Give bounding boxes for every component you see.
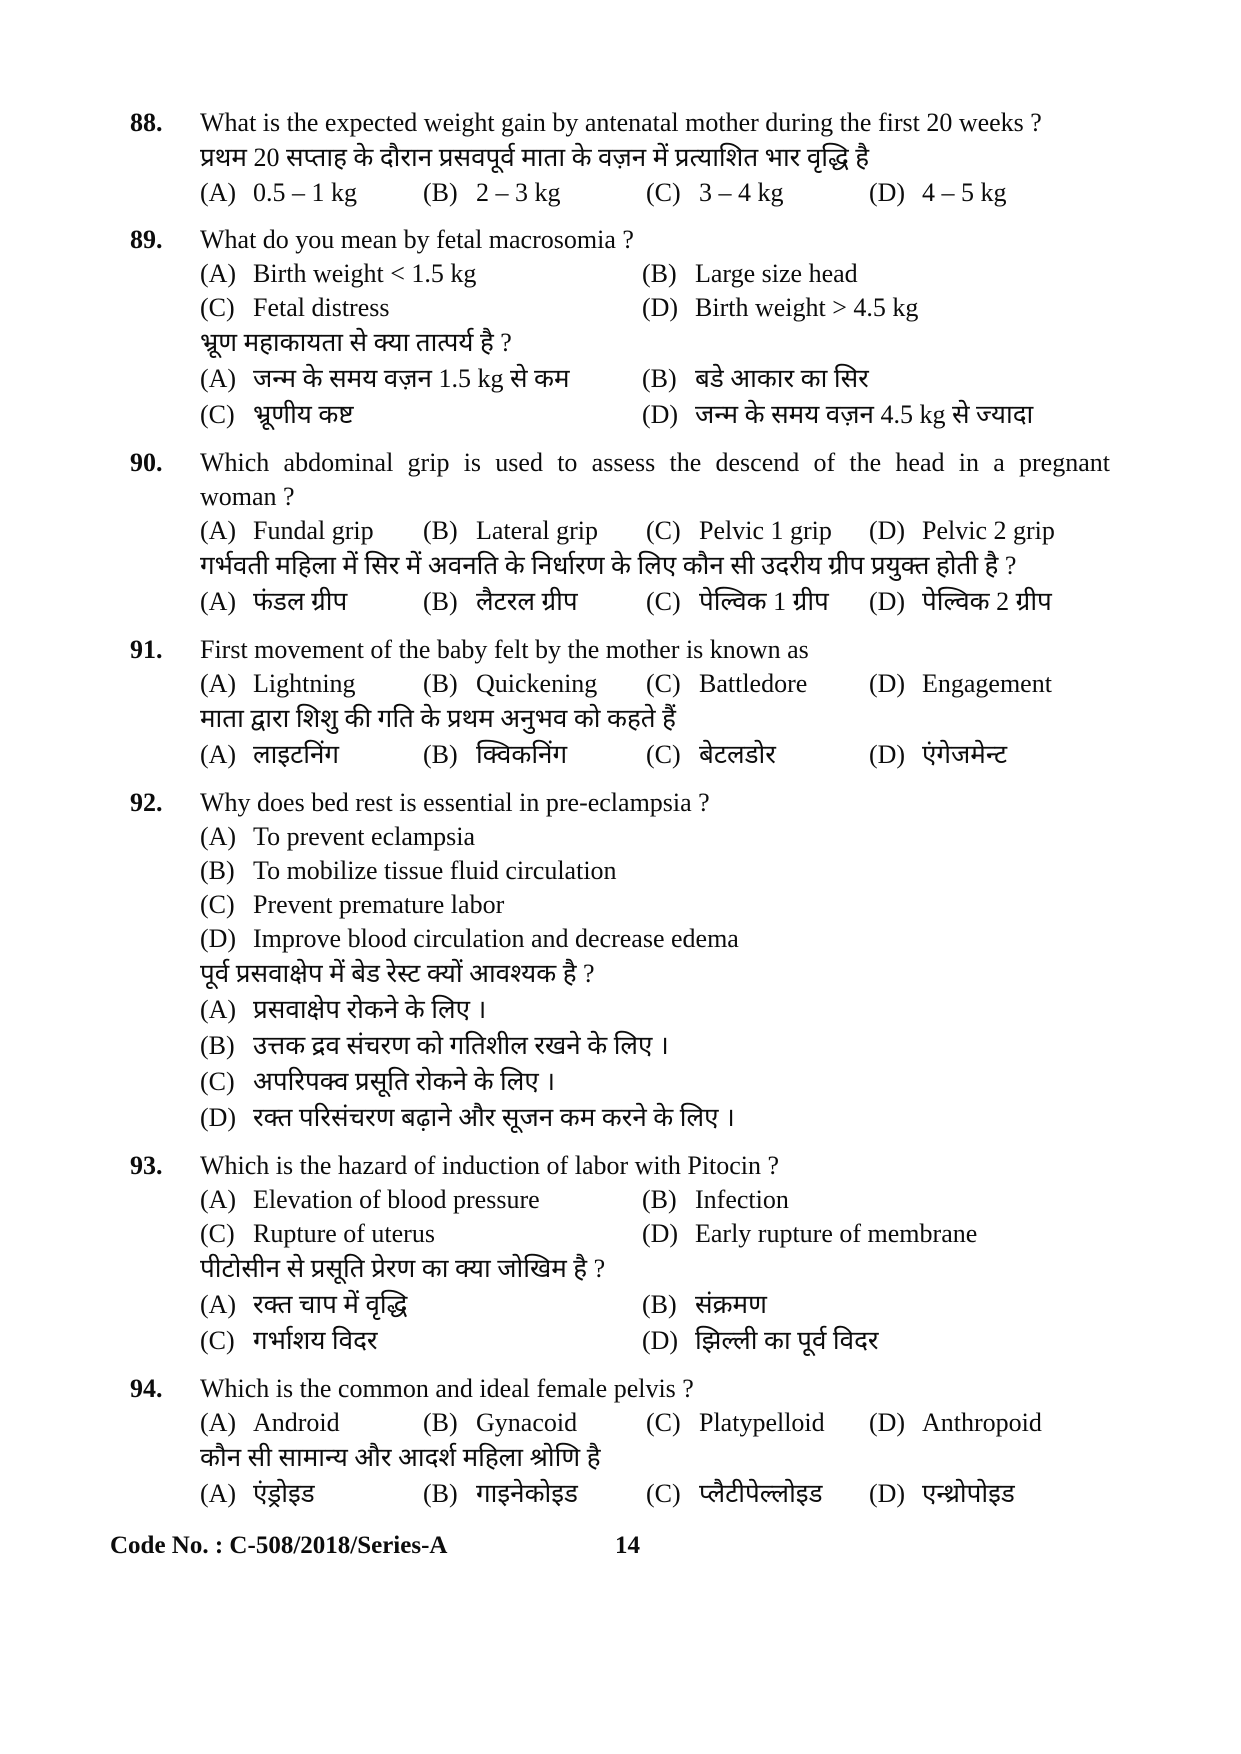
option-label: (D) bbox=[869, 516, 906, 545]
option bbox=[642, 361, 1110, 397]
option-label: (B) bbox=[423, 1479, 458, 1508]
option bbox=[869, 737, 1110, 773]
option-label: (B) bbox=[423, 178, 458, 207]
option bbox=[200, 1028, 1110, 1064]
option bbox=[642, 1287, 1110, 1323]
options-row bbox=[200, 257, 1110, 291]
option-text: जन्म के समय वज़न 4.5 kg से ज्यादा bbox=[695, 400, 1034, 429]
option bbox=[869, 667, 1110, 701]
option bbox=[869, 584, 1110, 620]
question-number: 89. bbox=[130, 225, 163, 254]
option bbox=[200, 291, 642, 325]
option-text: एन्थ्रोपोइड bbox=[922, 1479, 1015, 1508]
question-text-hi: पीटोसीन से प्रसूति प्रेरण का क्या जोखिम है ? bbox=[200, 1254, 606, 1283]
options-row bbox=[200, 1323, 1110, 1359]
option-label: (C) bbox=[200, 293, 235, 322]
option-label: (D) bbox=[642, 400, 679, 429]
option bbox=[642, 257, 1110, 291]
option bbox=[423, 737, 646, 773]
question-body bbox=[200, 1372, 1110, 1512]
option-text: Gynacoid bbox=[476, 1408, 578, 1437]
option-label: (D) bbox=[869, 1479, 906, 1508]
question-body bbox=[200, 106, 1110, 210]
option-text: भ्रूणीय कष्ट bbox=[253, 400, 354, 429]
question-text-en: Which abdominal grip is used to assess the descend of the head in a pregnant bbox=[200, 448, 1110, 477]
option bbox=[200, 1064, 1110, 1100]
option-text: प्रसवाक्षेप रोकने के लिए । bbox=[253, 995, 487, 1024]
option-label: (C) bbox=[646, 516, 681, 545]
option-text: एंगेजमेन्ट bbox=[922, 740, 1008, 769]
option-label: (A) bbox=[200, 669, 237, 698]
option-text: संक्रमण bbox=[695, 1290, 767, 1319]
option-label: (C) bbox=[646, 1408, 681, 1437]
options-row bbox=[200, 291, 1110, 325]
options-row bbox=[200, 1287, 1110, 1323]
option-text: Lateral grip bbox=[476, 516, 598, 545]
page-number: 14 bbox=[615, 1532, 640, 1559]
option-text: क्विकनिंग bbox=[476, 740, 568, 769]
question-text-en: Why does bed rest is essential in pre-eclampsia ? bbox=[200, 788, 710, 817]
option-label: (A) bbox=[200, 178, 237, 207]
question-body bbox=[200, 223, 1110, 433]
code-number: Code No. : C-508/2018/Series-A bbox=[110, 1532, 448, 1559]
option bbox=[869, 1406, 1110, 1440]
option bbox=[200, 922, 1110, 956]
option-text: Fetal distress bbox=[253, 293, 390, 322]
option-text: Improve blood circulation and decrease edema bbox=[253, 924, 739, 953]
option-text: बडे आकार का सिर bbox=[695, 364, 869, 393]
option bbox=[200, 1476, 423, 1512]
option bbox=[200, 397, 642, 433]
option-label: (C) bbox=[200, 890, 235, 919]
option bbox=[646, 1476, 869, 1512]
questions-list bbox=[130, 106, 1110, 1512]
question-body bbox=[200, 633, 1110, 773]
question-number: 94. bbox=[130, 1374, 163, 1403]
question bbox=[130, 223, 1110, 433]
option-text: Rupture of uterus bbox=[253, 1219, 435, 1248]
options-row bbox=[200, 1183, 1110, 1217]
option-text: पेल्विक 1 ग्रीप bbox=[699, 587, 829, 616]
option-label: (A) bbox=[200, 259, 237, 288]
option-text: 4 – 5 kg bbox=[922, 178, 1007, 207]
option-text: Birth weight > 4.5 kg bbox=[695, 293, 919, 322]
option-label: (A) bbox=[200, 1479, 237, 1508]
option bbox=[200, 176, 423, 210]
option-label: (D) bbox=[869, 587, 906, 616]
option-text: 3 – 4 kg bbox=[699, 178, 784, 207]
option-label: (C) bbox=[200, 1067, 235, 1096]
option-text: 2 – 3 kg bbox=[476, 178, 561, 207]
question-text-en: Which is the common and ideal female pelvis ? bbox=[200, 1374, 694, 1403]
option bbox=[646, 1406, 869, 1440]
option-label: (B) bbox=[200, 1031, 235, 1060]
option-text: गर्भाशय विदर bbox=[253, 1326, 378, 1355]
option bbox=[423, 667, 646, 701]
option-text: Engagement bbox=[922, 669, 1052, 698]
option bbox=[200, 514, 423, 548]
question-text-hi: भ्रूण महाकायता से क्या तात्पर्य है ? bbox=[200, 328, 512, 357]
option-text: Platypelloid bbox=[699, 1408, 825, 1437]
option bbox=[200, 1100, 1110, 1136]
question-body bbox=[200, 1149, 1110, 1359]
option-text: उत्तक द्रव संचरण को गतिशील रखने के लिए । bbox=[253, 1031, 669, 1060]
options-row bbox=[200, 1217, 1110, 1251]
question-number: 93. bbox=[130, 1151, 163, 1180]
option bbox=[423, 1406, 646, 1440]
option-label: (B) bbox=[642, 1185, 677, 1214]
option-text: To mobilize tissue fluid circulation bbox=[253, 856, 617, 885]
option-label: (A) bbox=[200, 1185, 237, 1214]
option bbox=[200, 1217, 642, 1251]
option-text: Pelvic 1 grip bbox=[699, 516, 832, 545]
option-text: Fundal grip bbox=[253, 516, 374, 545]
option-text: Infection bbox=[695, 1185, 789, 1214]
option-text: Lightning bbox=[253, 669, 356, 698]
option bbox=[200, 1406, 423, 1440]
option bbox=[200, 820, 1110, 854]
question-number: 92. bbox=[130, 788, 163, 817]
option-label: (B) bbox=[642, 1290, 677, 1319]
options-row bbox=[200, 397, 1110, 433]
question bbox=[130, 786, 1110, 1136]
question-number: 88. bbox=[130, 108, 163, 137]
option-text: लाइटनिंग bbox=[253, 740, 340, 769]
option-label: (A) bbox=[200, 587, 237, 616]
option bbox=[200, 1183, 642, 1217]
question-text-en: Which is the hazard of induction of labor with Pitocin ? bbox=[200, 1151, 780, 1180]
question-text-en: woman ? bbox=[200, 482, 295, 511]
option-text: Prevent premature labor bbox=[253, 890, 505, 919]
option bbox=[200, 737, 423, 773]
option-label: (A) bbox=[200, 1290, 237, 1319]
option bbox=[423, 584, 646, 620]
question-number: 90. bbox=[130, 448, 163, 477]
option bbox=[642, 291, 1110, 325]
option-label: (D) bbox=[200, 1103, 237, 1132]
options-row bbox=[200, 1476, 1110, 1512]
option-label: (A) bbox=[200, 740, 237, 769]
option-label: (D) bbox=[869, 740, 906, 769]
options-row bbox=[200, 361, 1110, 397]
option-label: (D) bbox=[869, 1408, 906, 1437]
option-text: बेटलडोर bbox=[699, 740, 776, 769]
option-label: (C) bbox=[200, 1219, 235, 1248]
option bbox=[423, 1476, 646, 1512]
option bbox=[200, 888, 1110, 922]
option-label: (A) bbox=[200, 364, 237, 393]
option-text: Large size head bbox=[695, 259, 858, 288]
option-label: (C) bbox=[646, 1479, 681, 1508]
options-row bbox=[200, 1406, 1110, 1440]
option-label: (A) bbox=[200, 822, 237, 851]
option-label: (C) bbox=[646, 587, 681, 616]
option bbox=[200, 361, 642, 397]
option-text: To prevent eclampsia bbox=[253, 822, 475, 851]
option-text: लैटरल ग्रीप bbox=[476, 587, 578, 616]
option-label: (D) bbox=[200, 924, 237, 953]
option-text: रक्त परिसंचरण बढ़ाने और सूजन कम करने के लिए । bbox=[253, 1103, 735, 1132]
option-text: रक्त चाप में वृद्धि bbox=[253, 1290, 408, 1319]
question-body bbox=[200, 786, 1110, 1136]
option-text: जन्म के समय वज़न 1.5 kg से कम bbox=[253, 364, 570, 393]
option-text: प्लैटीपेल्लोइड bbox=[699, 1479, 823, 1508]
option-text: पेल्विक 2 ग्रीप bbox=[922, 587, 1052, 616]
option-label: (B) bbox=[423, 1408, 458, 1437]
option-label: (D) bbox=[642, 293, 679, 322]
option bbox=[869, 514, 1110, 548]
options-row bbox=[200, 584, 1110, 620]
option-label: (B) bbox=[200, 856, 235, 885]
option-label: (C) bbox=[646, 669, 681, 698]
option-label: (C) bbox=[646, 740, 681, 769]
option-text: एंड्रोइड bbox=[253, 1479, 315, 1508]
question bbox=[130, 446, 1110, 620]
option bbox=[200, 992, 1110, 1028]
option bbox=[646, 584, 869, 620]
option bbox=[642, 397, 1110, 433]
option-text: गाइनेकोइड bbox=[476, 1479, 578, 1508]
option bbox=[646, 737, 869, 773]
option-label: (A) bbox=[200, 516, 237, 545]
question bbox=[130, 1149, 1110, 1359]
option bbox=[423, 176, 646, 210]
question-text-hi: प्रथम 20 सप्ताह के दौरान प्रसवपूर्व माता के वज़न में प्रत्याशित भार वृद्धि है bbox=[200, 143, 870, 172]
options-row bbox=[200, 176, 1110, 210]
question bbox=[130, 1372, 1110, 1512]
option-label: (D) bbox=[642, 1219, 679, 1248]
option bbox=[869, 176, 1110, 210]
option-text: फंडल ग्रीप bbox=[253, 587, 348, 616]
option-text: Elevation of blood pressure bbox=[253, 1185, 540, 1214]
option-label: (D) bbox=[869, 669, 906, 698]
option bbox=[423, 514, 646, 548]
option-label: (C) bbox=[646, 178, 681, 207]
option bbox=[200, 1323, 642, 1359]
question-text-en: First movement of the baby felt by the mother is known as bbox=[200, 635, 809, 664]
question-text-hi: कौन सी सामान्य और आदर्श महिला श्रोणि है bbox=[200, 1443, 601, 1472]
option-label: (B) bbox=[642, 259, 677, 288]
option bbox=[646, 176, 869, 210]
question bbox=[130, 106, 1110, 210]
option-label: (A) bbox=[200, 995, 237, 1024]
option bbox=[200, 667, 423, 701]
option-text: झिल्ली का पूर्व विदर bbox=[695, 1326, 879, 1355]
option-label: (C) bbox=[200, 1326, 235, 1355]
question-body bbox=[200, 446, 1110, 620]
option-label: (B) bbox=[423, 669, 458, 698]
option bbox=[200, 584, 423, 620]
option-label: (D) bbox=[642, 1326, 679, 1355]
option-label: (B) bbox=[423, 516, 458, 545]
question-text-hi: गर्भवती महिला में सिर में अवनति के निर्धारण के लिए कौन सी उदरीय ग्रीप प्रयुक्त होती है ? bbox=[200, 551, 1017, 580]
option-label: (A) bbox=[200, 1408, 237, 1437]
option-text: 0.5 – 1 kg bbox=[253, 178, 357, 207]
option bbox=[200, 854, 1110, 888]
options-row bbox=[200, 737, 1110, 773]
option-text: Early rupture of membrane bbox=[695, 1219, 978, 1248]
option-label: (B) bbox=[423, 740, 458, 769]
option bbox=[869, 1476, 1110, 1512]
option-label: (B) bbox=[642, 364, 677, 393]
option bbox=[646, 667, 869, 701]
options-row bbox=[200, 514, 1110, 548]
option-text: Pelvic 2 grip bbox=[922, 516, 1055, 545]
option-text: Quickening bbox=[476, 669, 598, 698]
option bbox=[642, 1323, 1110, 1359]
option-text: अपरिपक्व प्रसूति रोकने के लिए । bbox=[253, 1067, 556, 1096]
option-text: Anthropoid bbox=[922, 1408, 1042, 1437]
option-text: Birth weight < 1.5 kg bbox=[253, 259, 477, 288]
page-footer bbox=[110, 1530, 1110, 1562]
option-label: (B) bbox=[423, 587, 458, 616]
question-text-hi: पूर्व प्रसवाक्षेप में बेड रेस्ट क्यों आवश्यक है ? bbox=[200, 959, 595, 988]
question-text-en: What is the expected weight gain by antenatal mother during the first 20 weeks ? bbox=[200, 108, 1042, 137]
option-label: (D) bbox=[869, 178, 906, 207]
option bbox=[642, 1217, 1110, 1251]
option-text: Battledore bbox=[699, 669, 808, 698]
option bbox=[646, 514, 869, 548]
question bbox=[130, 633, 1110, 773]
option-text: Android bbox=[253, 1408, 340, 1437]
question-number: 91. bbox=[130, 635, 163, 664]
question-text-en: What do you mean by fetal macrosomia ? bbox=[200, 225, 634, 254]
option bbox=[642, 1183, 1110, 1217]
option bbox=[200, 257, 642, 291]
options-row bbox=[200, 667, 1110, 701]
option bbox=[200, 1287, 642, 1323]
option-label: (C) bbox=[200, 400, 235, 429]
question-text-hi: माता द्वारा शिशु की गति के प्रथम अनुभव को कहते हैं bbox=[200, 704, 676, 733]
